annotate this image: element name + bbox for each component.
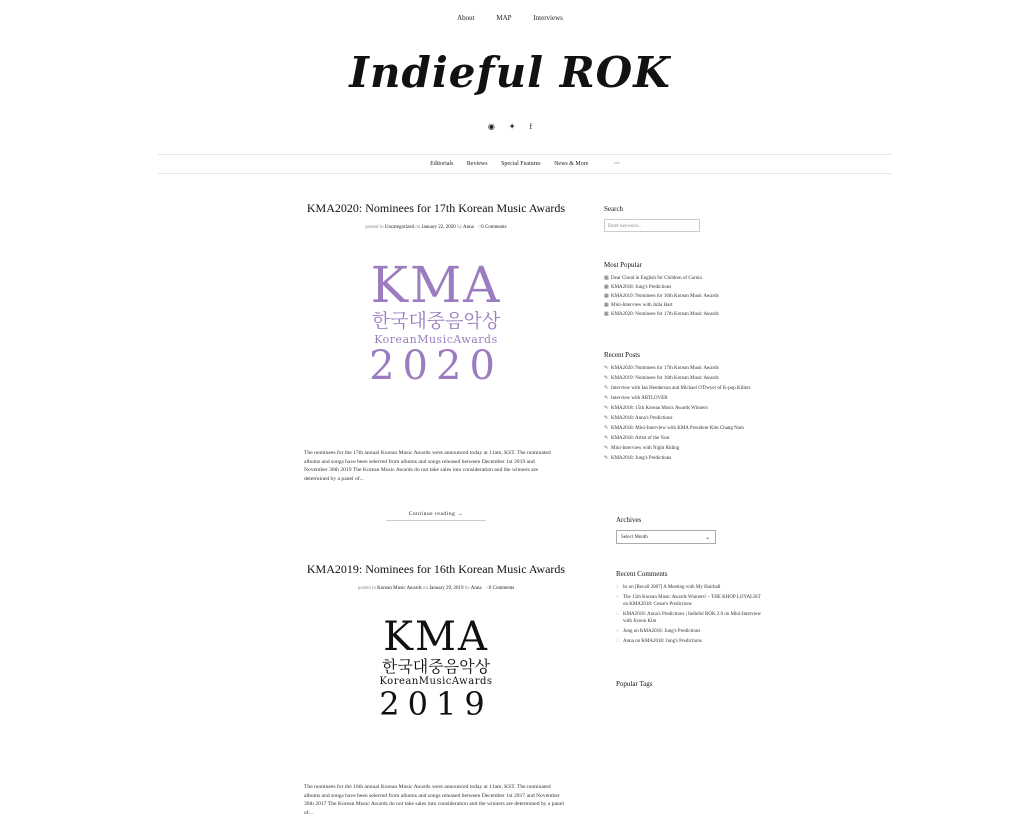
list-item[interactable]: ◌ Anna on KMA2018: Jung's Predictions — [616, 639, 702, 644]
post-category-link[interactable]: Uncategorized — [384, 225, 414, 230]
grid-icon: ▦ — [604, 312, 609, 317]
top-nav-interviews[interactable]: Interviews — [533, 14, 563, 22]
kma-logo-year: 2020 — [369, 342, 503, 389]
post-card — [304, 200, 568, 400]
widget-title: Recent Comments — [616, 570, 668, 578]
list-item[interactable]: ▦ KMA2020: Nominees for 17th Korean Music Awards — [604, 312, 719, 317]
list-item[interactable]: ◌ Jung on KMA2018: Jung's Predictions — [616, 629, 701, 634]
comment-icon: ◌ — [616, 639, 619, 644]
recent-comments-widget — [616, 570, 766, 648]
list-item[interactable]: ✎ KMA2020: Nominees for 17th Korean Music Awards — [604, 366, 719, 371]
continue-reading-link[interactable]: Continue reading → — [386, 511, 486, 521]
top-nav-about[interactable]: About — [457, 14, 475, 22]
post-excerpt: The nominees for the 16th annual Korean Music Awards were announced today at 11am, KST. The nominated albums and songs have been selected from albums and songs released between December 1st 2017 and November 30th 2017 The Korean Music Awards do not take sales into consideration and the winners are determined by a panel of... — [304, 784, 564, 816]
comment-icon: ◌ — [616, 612, 619, 617]
comment-icon: ○ — [485, 586, 489, 591]
post-meta: posted in Uncategorized on January 22, 2020 by Anna ○0 Comments — [365, 225, 507, 230]
kma-logo-year: 2019 — [379, 685, 493, 724]
grid-icon: ▦ — [604, 276, 609, 281]
pin-icon: ✎ — [604, 396, 609, 401]
category-news-more[interactable]: News & More — [554, 161, 589, 167]
kma-logo-text: KMA — [383, 614, 489, 660]
list-item[interactable]: ✎ KMA2018: Jung's Predictions — [604, 456, 672, 461]
rss-icon[interactable]: ◉ — [487, 122, 495, 131]
post-comments-link[interactable]: 0 Comments — [481, 225, 507, 230]
popular-tags-widget — [616, 680, 766, 694]
recent-posts-widget — [604, 351, 754, 465]
grid-icon: ▦ — [604, 303, 609, 308]
kma-logo-english: KoreanMusicAwards — [379, 676, 493, 688]
kma-logo-text: KMA — [370, 256, 502, 314]
most-popular-widget — [604, 261, 754, 320]
list-item[interactable]: ✎ KMA2018: Artist of the Year — [604, 436, 670, 441]
list-item[interactable]: ✎ Interview with Ian Henderson and Michael O'Dwyer of K-pop Killers — [604, 386, 751, 391]
search-widget — [604, 205, 784, 232]
category-reviews[interactable]: Reviews — [466, 161, 488, 167]
pin-icon: ✎ — [604, 446, 609, 451]
social-icons — [0, 122, 1020, 131]
grid-icon: ▦ — [604, 294, 609, 299]
pin-icon: ✎ — [604, 456, 609, 461]
post-meta: posted in Korean Music Awards on January 29, 2019 by Anna ○0 Comments — [357, 586, 515, 591]
post-category-link[interactable]: Korean Music Awards — [377, 586, 422, 591]
comment-icon: ○ — [478, 225, 482, 230]
list-item[interactable]: ▦ KMA2018: Jung's Predictions — [604, 285, 672, 290]
list-item[interactable]: ◌ The 15th Korean Music Awards Winners! – THE KHOP LOYALIST on KMA2018: Cesse's Predictions — [616, 595, 761, 607]
list-item[interactable]: ◌ bs on [Recall 2007] A Meeting with My Hairball — [616, 585, 721, 590]
category-more-menu[interactable]: ⋯ — [613, 161, 620, 167]
post-comments-link[interactable]: 0 Comments — [488, 586, 515, 591]
widget-title: Most Popular — [604, 261, 642, 269]
comment-icon: ◌ — [616, 595, 619, 600]
post-author[interactable]: Anna — [470, 586, 482, 591]
list-item[interactable]: ▦ Dear Cloud in English for Children of Carnia — [604, 276, 702, 281]
kma-logo-korean: 한국대중음악상 — [371, 310, 501, 332]
list-item[interactable]: ✎ KMA2018: Anna's Predictions — [604, 416, 673, 421]
widget-title: Recent Posts — [604, 351, 640, 359]
pin-icon: ✎ — [604, 426, 609, 431]
category-nav — [158, 154, 892, 174]
search-input[interactable]: Enter keyword... — [604, 219, 700, 232]
top-nav-map[interactable]: MAP — [496, 14, 512, 22]
pin-icon: ✎ — [604, 386, 609, 391]
pin-icon: ✎ — [604, 436, 609, 441]
pin-icon: ✎ — [604, 366, 609, 371]
archives-select[interactable]: Select Month ⌄ — [616, 530, 716, 544]
post-card — [304, 561, 568, 737]
site-logo[interactable]: Indieful ROK — [349, 48, 671, 97]
comment-icon: ◌ — [616, 629, 619, 634]
list-item[interactable]: ✎ KMA2018: Mini-Interview with KMA President Kim Chang Nam — [604, 426, 744, 431]
post-date[interactable]: January 29, 2019 — [429, 586, 464, 591]
post-author[interactable]: Anna — [463, 225, 474, 230]
category-editorials[interactable]: Editorials — [430, 161, 454, 167]
widget-title: Search — [604, 205, 624, 213]
post-title[interactable]: KMA2019: Nominees for 16th Korean Music Awards — [306, 562, 566, 576]
twitter-icon[interactable]: ✦ — [508, 122, 516, 131]
post-featured-image[interactable] — [304, 614, 568, 737]
pin-icon: ✎ — [604, 376, 609, 381]
post-date[interactable]: January 22, 2020 — [421, 225, 456, 230]
pin-icon: ✎ — [604, 406, 609, 411]
widget-title: Archives — [616, 516, 642, 524]
facebook-icon[interactable]: f — [529, 122, 533, 131]
list-item[interactable]: ▦ Mini-Interview with Julia Hart — [604, 303, 673, 308]
comment-icon: ◌ — [616, 585, 619, 590]
list-item[interactable]: ✎ KMA2018: 15th Korean Music Awards Winners — [604, 406, 708, 411]
list-item[interactable]: ✎ KMA2019: Nominees for 16th Korean Music Awards — [604, 376, 719, 381]
kma-logo-english: KoreanMusicAwards — [374, 332, 498, 346]
widget-title: Popular Tags — [616, 680, 653, 688]
post-featured-image[interactable] — [304, 256, 568, 400]
post-title[interactable]: KMA2020: Nominees for 17th Korean Music Awards — [306, 201, 566, 215]
top-nav — [0, 14, 1020, 22]
pin-icon: ✎ — [604, 416, 609, 421]
kma-logo-korean: 한국대중음악상 — [381, 657, 491, 676]
post-excerpt: The nominees for the 17th annual Korean Music Awards were announced today at 11am, KST. The nominated albums and songs have been selected from albums and songs released between December 1st 2019 and November 30th 2019 The Korean Music Awards do not take sales into consideration and the winners are determined by a panel of... — [304, 450, 551, 482]
grid-icon: ▦ — [604, 285, 609, 290]
category-special-features[interactable]: Special Features — [501, 161, 541, 167]
archives-widget — [616, 516, 766, 544]
list-item[interactable]: ◌ KMA2018: Anna's Predictions | Indieful ROK 2.0 on Mini-Interview with Jiyeon Kim — [616, 612, 762, 624]
list-item[interactable]: ✎ Interview with ARTLOVER — [604, 396, 668, 401]
chevron-down-icon: ⌄ — [704, 535, 710, 541]
list-item[interactable]: ✎ Mini-Interview with Night Riding — [604, 446, 680, 451]
list-item[interactable]: ▦ KMA2019: Nominees for 16th Korean Music Awards — [604, 294, 719, 299]
